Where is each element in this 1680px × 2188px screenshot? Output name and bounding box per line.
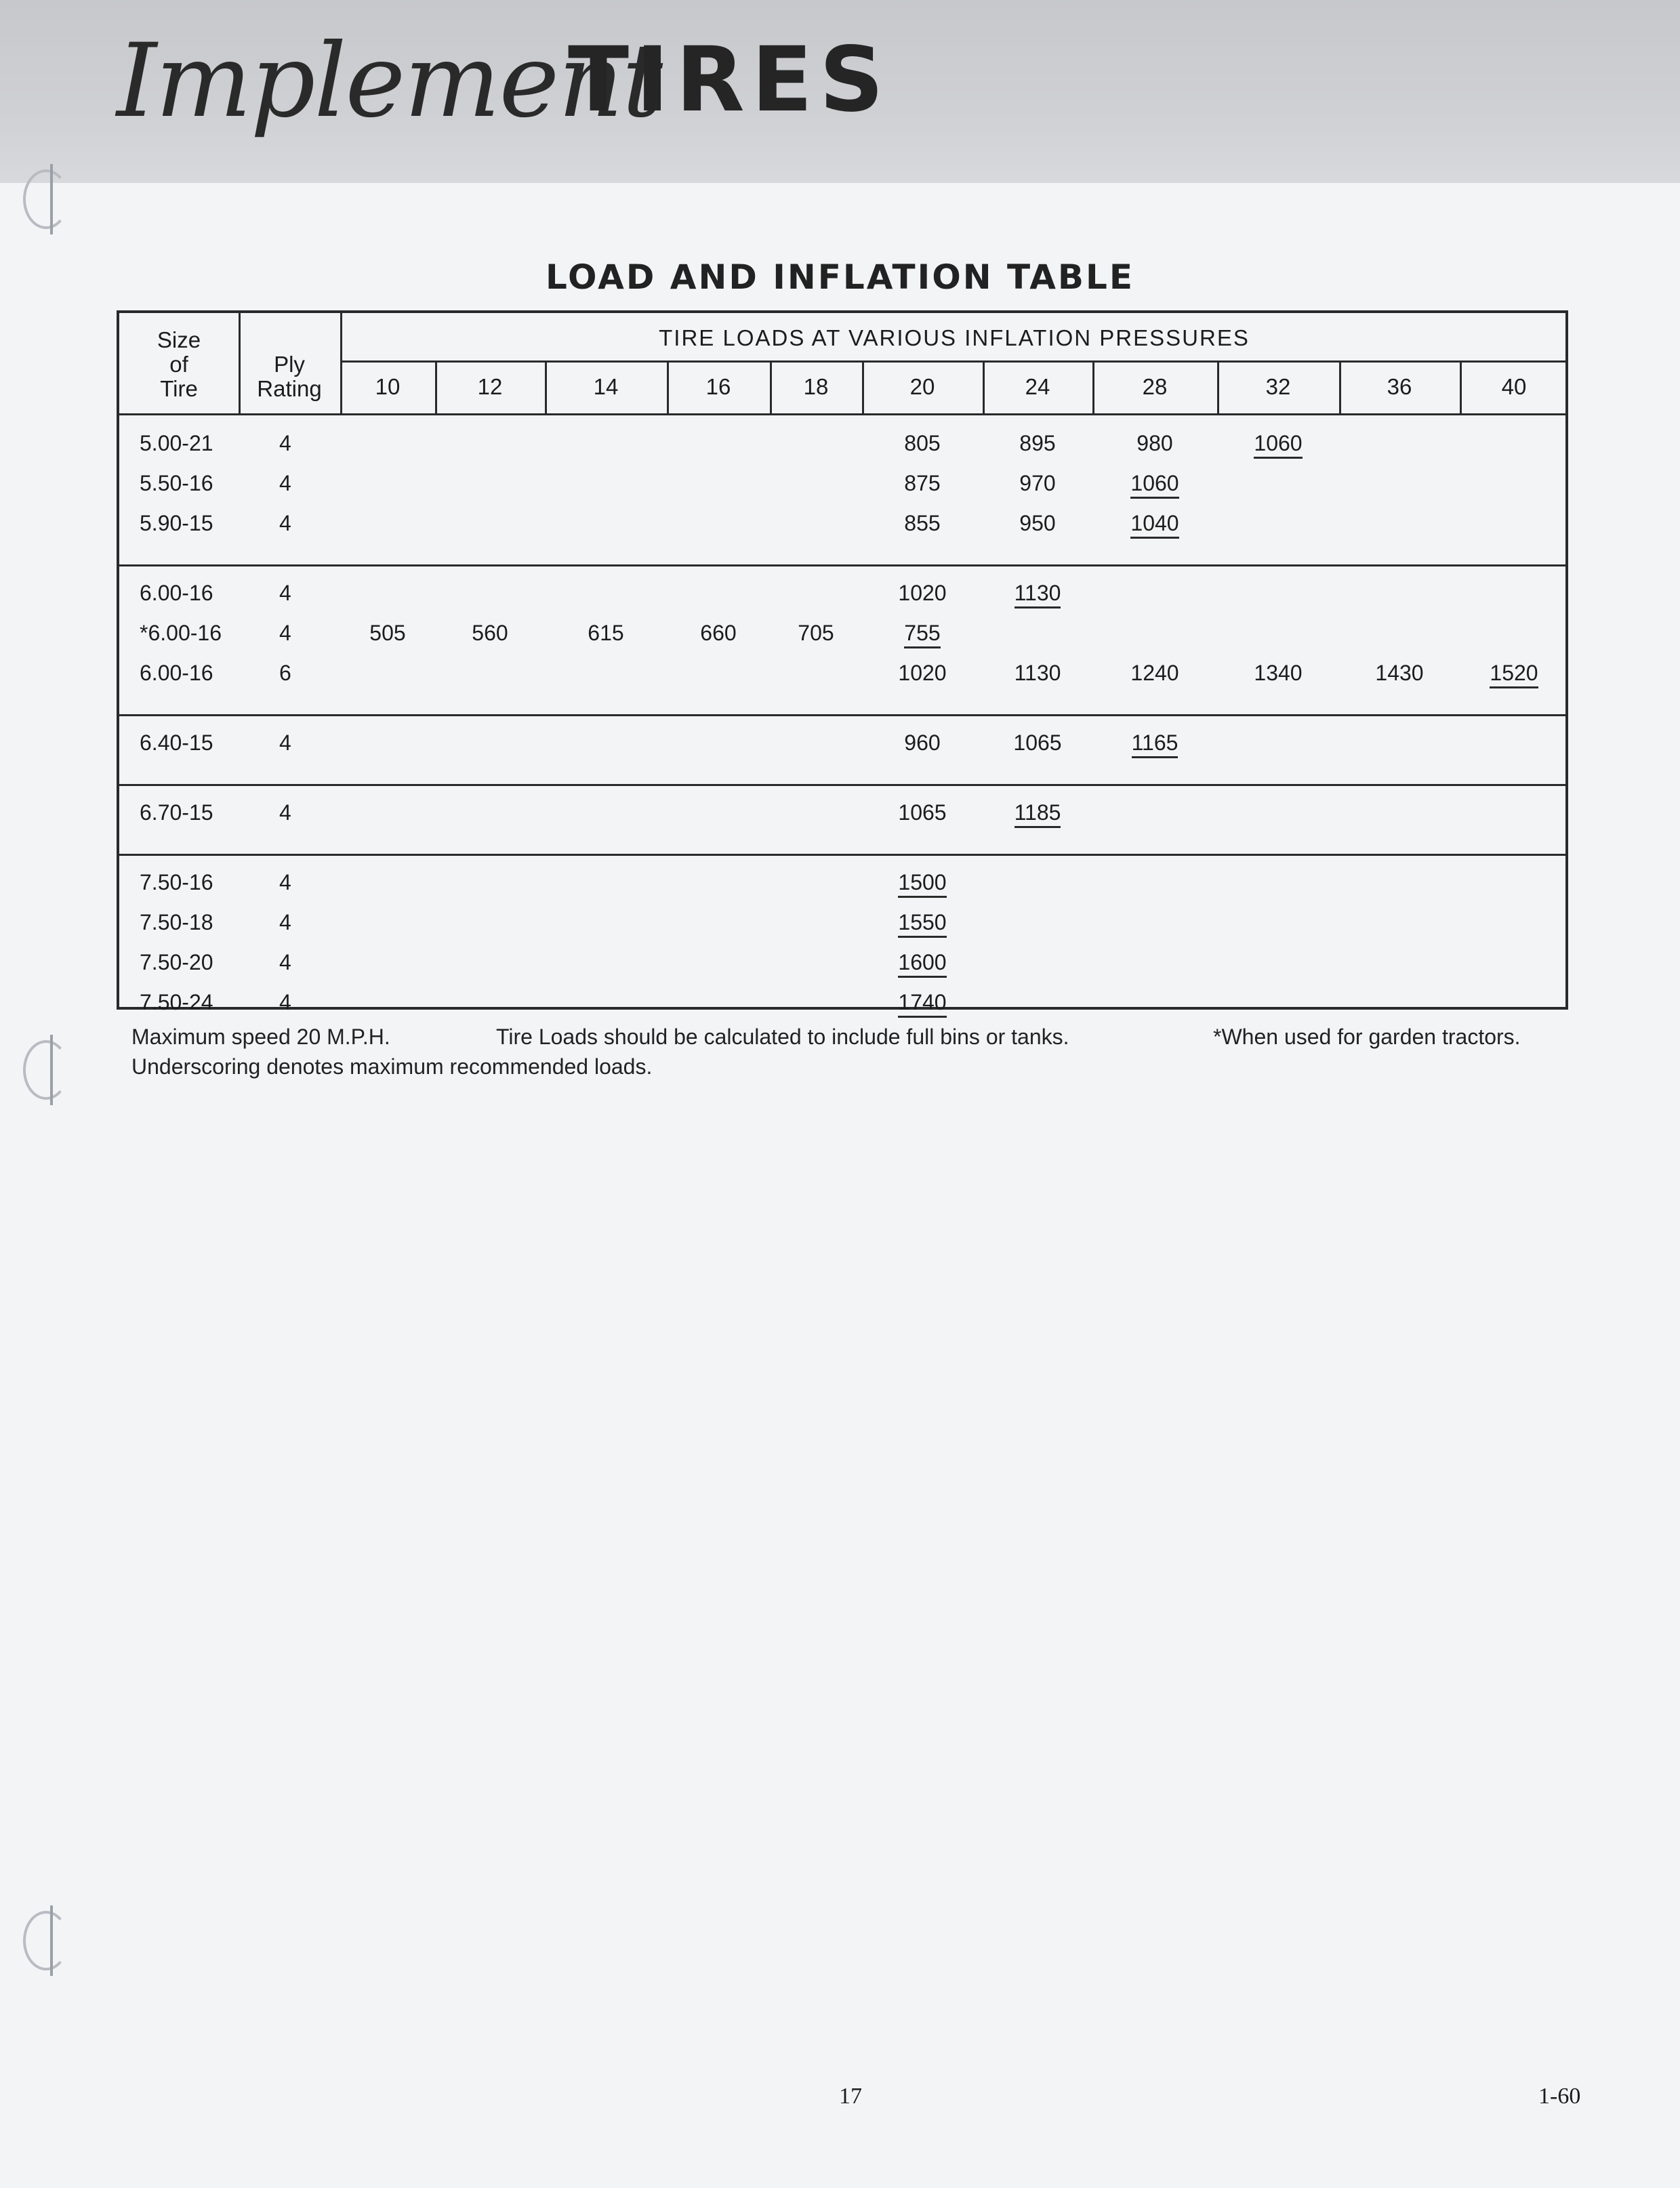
max-load-value — [882, 869, 963, 896]
load-text: 1340 — [1254, 661, 1303, 685]
ply-header-line: Rating — [257, 376, 322, 401]
load-value — [678, 619, 759, 646]
divider — [545, 360, 547, 415]
load-inflation-table — [117, 310, 1568, 1014]
load-value — [1359, 659, 1440, 686]
load-text: 895 — [1019, 431, 1056, 455]
max-load-value — [1237, 430, 1319, 457]
tire-size: *6.00-16 — [140, 621, 222, 645]
tire-size: 5.90-15 — [140, 511, 213, 535]
group-divider — [119, 714, 1568, 716]
pressure-header: 10 — [375, 374, 401, 399]
tire-size: 6.00-16 — [140, 661, 213, 685]
pressure-header: 16 — [705, 374, 731, 399]
ply-rating: 4 — [279, 581, 291, 605]
load-value — [997, 729, 1078, 756]
max-load-value — [1114, 729, 1195, 756]
max-load-value — [997, 799, 1078, 826]
tire-size: 6.70-15 — [140, 800, 213, 825]
load-text: 1040 — [1130, 511, 1179, 539]
load-text: 560 — [472, 621, 508, 645]
footnote-underscore: Underscoring denotes maximum recommended loads. — [131, 1054, 653, 1079]
title-script: Implement — [117, 22, 662, 140]
load-text: 1065 — [1013, 730, 1062, 755]
max-load-value — [1473, 659, 1555, 686]
pressure-header: 24 — [1025, 374, 1050, 399]
divider — [983, 360, 985, 415]
ply-rating: 4 — [279, 990, 291, 1014]
ply-rating: 4 — [279, 621, 291, 645]
load-text: 755 — [904, 621, 940, 648]
load-text: 960 — [904, 730, 941, 755]
divider — [1217, 360, 1219, 415]
max-load-value — [882, 949, 963, 976]
load-text: 1165 — [1132, 730, 1179, 758]
header-divider — [119, 413, 1568, 415]
page-number: 17 — [839, 2084, 862, 2109]
load-text: 1500 — [898, 870, 946, 898]
load-text: 950 — [1019, 511, 1056, 535]
divider — [340, 360, 1568, 363]
load-value — [1237, 659, 1319, 686]
tire-size: 7.50-24 — [140, 990, 213, 1014]
ply-rating: 4 — [279, 431, 291, 455]
pressure-header: 12 — [477, 374, 503, 399]
load-text: 615 — [588, 621, 624, 645]
pressure-header: 18 — [803, 374, 829, 399]
load-value — [997, 430, 1078, 457]
table-title: LOAD AND INFLATION TABLE — [545, 257, 1135, 297]
load-text: 970 — [1019, 471, 1056, 495]
load-text: 1520 — [1490, 661, 1538, 688]
load-value — [882, 430, 963, 457]
load-value — [882, 729, 963, 756]
ply-header-line: Ply — [274, 352, 305, 377]
divider — [770, 360, 772, 415]
divider — [667, 360, 669, 415]
load-text: 875 — [904, 471, 941, 495]
load-value — [882, 659, 963, 686]
binder-hole-bottom — [23, 1911, 69, 1970]
load-text: 1550 — [898, 910, 946, 938]
pressure-header: 40 — [1501, 374, 1527, 399]
max-load-value — [882, 989, 963, 1016]
binder-hole-middle — [23, 1040, 69, 1100]
size-header-line: Tire — [160, 376, 198, 401]
load-text: 705 — [798, 621, 834, 645]
ply-rating: 4 — [279, 950, 291, 974]
load-text: 1185 — [1015, 800, 1061, 828]
load-value — [997, 510, 1078, 537]
footnote-garden: *When used for garden tractors. — [1213, 1025, 1521, 1049]
load-value — [775, 619, 857, 646]
ply-rating: 4 — [279, 511, 291, 535]
pressure-header: 20 — [909, 374, 935, 399]
load-text: 1430 — [1375, 661, 1424, 685]
tire-size: 6.00-16 — [140, 581, 213, 605]
group-divider — [119, 854, 1568, 856]
load-text: 805 — [904, 431, 941, 455]
size-header — [119, 328, 239, 401]
load-value — [1114, 430, 1195, 457]
load-text: 855 — [904, 511, 941, 535]
load-text: 505 — [369, 621, 406, 645]
ply-rating: 4 — [279, 910, 291, 934]
max-load-value — [882, 909, 963, 936]
load-value — [347, 619, 428, 646]
pressure-header: 32 — [1265, 374, 1291, 399]
load-value — [882, 799, 963, 826]
binder-hole-top — [23, 169, 69, 229]
divider — [1339, 360, 1341, 415]
load-value — [997, 470, 1078, 497]
load-value — [449, 619, 531, 646]
group-divider — [119, 784, 1568, 786]
page-code: 1-60 — [1538, 2084, 1581, 2109]
ply-header — [239, 352, 340, 401]
title-bold: TIRES — [568, 28, 891, 132]
divider — [1092, 360, 1094, 415]
divider — [435, 360, 437, 415]
load-text: 1130 — [1015, 581, 1061, 608]
footnote-speed: Maximum speed 20 M.P.H. — [131, 1025, 390, 1049]
load-value — [997, 659, 1078, 686]
load-text: 660 — [700, 621, 737, 645]
load-text: 1130 — [1014, 661, 1061, 685]
pressure-header: 14 — [593, 374, 619, 399]
ply-rating: 4 — [279, 800, 291, 825]
load-text: 1060 — [1254, 431, 1302, 459]
loads-header: TIRE LOADS AT VARIOUS INFLATION PRESSURES — [659, 325, 1250, 350]
ply-rating: 6 — [279, 661, 291, 685]
load-text: 980 — [1136, 431, 1173, 455]
tire-size: 7.50-18 — [140, 910, 213, 934]
size-header-line: of — [169, 352, 188, 377]
load-value — [1114, 659, 1195, 686]
ply-rating: 4 — [279, 730, 291, 755]
load-text: 1740 — [898, 990, 946, 1018]
max-load-value — [1114, 470, 1195, 497]
tire-size: 7.50-16 — [140, 870, 213, 894]
load-value — [882, 510, 963, 537]
footnote-loads: Tire Loads should be calculated to include full bins or tanks. — [496, 1025, 1069, 1049]
max-load-value — [882, 619, 963, 646]
load-text: 1240 — [1130, 661, 1179, 685]
max-load-value — [997, 579, 1078, 606]
tire-size: 7.50-20 — [140, 950, 213, 974]
tire-size: 5.00-21 — [140, 431, 213, 455]
divider — [1460, 360, 1462, 415]
group-divider — [119, 564, 1568, 566]
tire-size: 6.40-15 — [140, 730, 213, 755]
pressure-header: 36 — [1387, 374, 1412, 399]
ply-rating: 4 — [279, 870, 291, 894]
divider — [239, 313, 241, 415]
pressure-header: 28 — [1142, 374, 1168, 399]
load-value — [882, 470, 963, 497]
max-load-value — [1114, 510, 1195, 537]
load-text: 1060 — [1130, 471, 1179, 499]
divider — [862, 360, 864, 415]
load-text: 1020 — [898, 661, 947, 685]
size-header-line: Size — [157, 327, 201, 352]
load-text: 1600 — [898, 950, 946, 978]
load-value — [565, 619, 647, 646]
header-band — [0, 0, 1680, 183]
load-text: 1020 — [898, 581, 947, 605]
load-value — [882, 579, 963, 606]
tire-size: 5.50-16 — [140, 471, 213, 495]
ply-rating: 4 — [279, 471, 291, 495]
load-text: 1065 — [898, 800, 947, 825]
